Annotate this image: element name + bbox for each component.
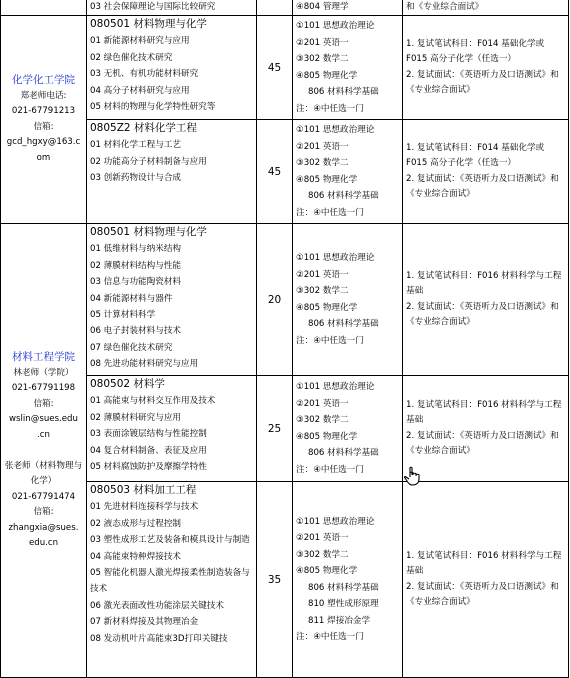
research-direction: 01 高能束与材料交互作用及技术 <box>90 396 216 407</box>
quota-value: 25 <box>267 422 282 435</box>
research-direction: 02 薄膜材料结构与性能 <box>90 260 182 271</box>
remark-line: 1. 复试笔试科目：F016 材料科学与工程基础 <box>406 270 562 297</box>
table-row <box>1 120 569 224</box>
exam-subject: 806 材料科学基础 <box>308 319 379 330</box>
college-contact-line: 林老师（学院） <box>13 367 74 378</box>
exam-subject: 810 塑性成形原理 <box>308 599 379 610</box>
exam-subject: ④805 物理化学 <box>296 431 358 442</box>
research-direction: 01 先进材料连接科学与技术 <box>90 502 199 513</box>
college-name: 材料工程学院 <box>12 351 75 364</box>
quota-cell <box>257 224 293 376</box>
remark-line: 1. 复试笔试科目：F016 材料科学与工程基础 <box>406 550 562 577</box>
research-direction: 03 创新药物设计与合成 <box>90 173 182 184</box>
hand-cursor-icon <box>404 466 422 486</box>
table-row-top <box>1 0 569 16</box>
college-cell <box>1 16 87 224</box>
top-quota-cell <box>257 0 293 16</box>
quota-cell <box>257 376 293 482</box>
research-direction: 03 信息与功能陶瓷材料 <box>90 277 182 288</box>
exam-subjects-cell <box>293 482 403 678</box>
quota-value: 20 <box>267 293 282 306</box>
quota-cell <box>257 120 293 224</box>
exam-subject: 注：④中任选一门 <box>296 103 364 114</box>
remark-line: 1. 复试笔试科目：F014 基础化学或F015 高分子化学（任选一） <box>406 38 545 65</box>
college-contact-line: 021-67791213 <box>11 106 76 117</box>
exam-subject: 811 焊接冶金学 <box>308 615 371 626</box>
exam-subject: ②201 英语一 <box>296 37 349 48</box>
remarks-cell <box>403 224 569 376</box>
exam-subject: ③302 数学二 <box>296 54 349 65</box>
research-direction: 02 功能高分子材料制备与应用 <box>90 156 207 167</box>
exam-subject: ②201 英语一 <box>296 141 349 152</box>
remark-line: 2. 复试面试：《英语听力及口语测试》和《专业综合面试》 <box>406 301 559 328</box>
college-contact-line: 张老师（材料物理与化学） <box>4 460 83 487</box>
research-direction: 06 电子封装材料与技术 <box>90 326 182 337</box>
remarks-cell <box>403 16 569 120</box>
college-contact-line: 信箱: <box>33 398 54 409</box>
remark-line: 1. 复试笔试科目：F014 基础化学或F015 高分子化学（任选一） <box>406 142 545 169</box>
research-direction: 04 新能源材料与器件 <box>90 293 173 304</box>
exam-subject: ②201 英语一 <box>296 269 349 280</box>
exam-subjects-cell <box>293 224 403 376</box>
college-contact-line: edu.cn <box>28 538 59 549</box>
top-exam: ④804 管理学 <box>296 2 349 12</box>
college-cell <box>1 224 87 678</box>
college-contact-line: 郑老师电话: <box>20 90 67 101</box>
exam-subject: 注：④中任选一门 <box>296 207 364 218</box>
college-contact-line: gcd_hgxy@163.c <box>6 137 81 148</box>
major-directions-cell <box>87 16 257 120</box>
research-direction: 05 材料的物理与化学特性研究等 <box>90 102 216 113</box>
top-remark: 和《专业综合面试》 <box>406 2 484 12</box>
table-row <box>1 224 569 376</box>
top-direction: 03 社会保障理论与国际比较研究 <box>90 2 216 12</box>
top-remark-cell <box>403 0 569 16</box>
remark-line: 2. 复试面试：《英语听力及口语测试》和《专业综合面试》 <box>406 430 559 457</box>
quota-value: 45 <box>267 165 282 178</box>
research-direction: 05 材料腐蚀防护及摩擦学特性 <box>90 462 207 473</box>
exam-subject: ④805 物理化学 <box>296 174 358 185</box>
major-directions-cell <box>87 120 257 224</box>
research-direction: 08 先进功能材料研究与应用 <box>90 359 199 370</box>
research-direction: 08 发动机叶片高能束3D打印关键技 <box>90 633 228 644</box>
exam-subject: 注：④中任选一门 <box>296 335 364 346</box>
quota-cell <box>257 16 293 120</box>
exam-subjects-cell <box>293 120 403 224</box>
research-direction: 04 高分子材料研究与应用 <box>90 85 190 96</box>
quota-value: 45 <box>267 61 282 74</box>
quota-value: 35 <box>267 573 282 586</box>
exam-subject: ③302 数学二 <box>296 549 349 560</box>
exam-subject: 806 材料科学基础 <box>308 448 379 459</box>
research-direction: 01 新能源材料研究与应用 <box>90 36 190 47</box>
exam-subject: ③302 数学二 <box>296 415 349 426</box>
research-direction: 03 塑性成形工艺及装备和模具设计与制造 <box>90 535 250 546</box>
exam-subject: ④805 物理化学 <box>296 302 358 313</box>
research-direction: 03 表面涂镀层结构与性能控制 <box>90 429 207 440</box>
research-direction: 01 低维材料与纳米结构 <box>90 244 182 255</box>
college-contact-line: om <box>36 152 51 163</box>
research-direction: 03 无机、有机功能材料研究 <box>90 69 199 80</box>
college-contact-line: 信箱: <box>33 507 54 518</box>
exam-subject: 806 材料科学基础 <box>308 582 379 593</box>
major-title: 0805Z2 材料化学工程 <box>90 122 197 135</box>
research-direction: 04 高能束特种焊接技术 <box>90 551 182 562</box>
research-direction: 02 薄膜材料研究与应用 <box>90 412 182 423</box>
exam-subject: 806 材料科学基础 <box>308 191 379 202</box>
remarks-cell <box>403 120 569 224</box>
research-direction: 02 液态成形与过程控制 <box>90 518 182 529</box>
major-title: 080501 材料物理与化学 <box>90 226 207 239</box>
remarks-cell <box>403 376 569 482</box>
research-direction: 05 计算材料科学 <box>90 310 156 321</box>
research-direction: 05 智能化机器人激光焊接柔性制造装备与技术 <box>90 568 250 595</box>
college-contact-line: 信箱: <box>33 121 54 132</box>
exam-subject: ②201 英语一 <box>296 398 349 409</box>
exam-subject: 806 材料科学基础 <box>308 87 379 98</box>
exam-subject: ①101 思想政治理论 <box>296 125 375 136</box>
table-row <box>1 376 569 482</box>
table-row <box>1 482 569 678</box>
remark-line: 2. 复试面试：《英语听力及口语测试》和《专业综合面试》 <box>406 69 559 96</box>
college-contact-line: .cn <box>37 429 50 440</box>
major-directions-cell <box>87 376 257 482</box>
exam-subject: ①101 思想政治理论 <box>296 21 375 32</box>
college-name: 化学化工学院 <box>12 74 75 87</box>
major-directions-cell <box>87 224 257 376</box>
remark-line: 2. 复试面试：《英语听力及口语测试》和《专业综合面试》 <box>406 173 559 200</box>
college-contact-line: 021-67791198 <box>11 383 76 394</box>
exam-subject: ①101 思想政治理论 <box>296 516 375 527</box>
exam-subject: ①101 思想政治理论 <box>296 382 375 393</box>
quota-cell <box>257 482 293 678</box>
exam-subjects-cell <box>293 16 403 120</box>
exam-subject: ②201 英语一 <box>296 533 349 544</box>
remark-line: 2. 复试面试：《英语听力及口语测试》和《专业综合面试》 <box>406 581 559 608</box>
exam-subject: ③302 数学二 <box>296 158 349 169</box>
college-contact-line <box>4 443 83 459</box>
exam-subject: ④805 物理化学 <box>296 70 358 81</box>
exam-subject: 注：④中任选一门 <box>296 632 364 643</box>
exam-subject: 注：④中任选一门 <box>296 464 364 475</box>
major-title: 080503 材料加工工程 <box>90 484 197 497</box>
research-direction: 07 绿色催化技术研究 <box>90 342 173 353</box>
research-direction: 02 绿色催化技术研究 <box>90 52 173 63</box>
remark-line: 1. 复试笔试科目：F016 材料科学与工程基础 <box>406 399 562 426</box>
exam-subjects-cell <box>293 376 403 482</box>
major-title: 080502 材料学 <box>90 378 165 391</box>
table-row <box>1 16 569 120</box>
research-direction: 04 复合材料制备、表征及应用 <box>90 445 207 456</box>
college-contact-line: wslin@sues.edu <box>9 414 78 425</box>
college-contact-line: zhangxia@sues. <box>8 522 79 533</box>
top-exam-cell <box>293 0 403 16</box>
major-title: 080501 材料物理与化学 <box>90 18 207 31</box>
top-direction-cell <box>87 0 257 16</box>
top-college-cell <box>1 0 87 16</box>
exam-subject: ①101 思想政治理论 <box>296 253 375 264</box>
major-directions-cell <box>87 482 257 678</box>
research-direction: 01 材料化学工程与工艺 <box>90 140 182 151</box>
remarks-cell <box>403 482 569 678</box>
research-direction: 07 新材料焊接及其物理冶金 <box>90 617 199 628</box>
exam-subject: ③302 数学二 <box>296 286 349 297</box>
college-contact-line: 021-67791474 <box>11 491 76 502</box>
exam-subject: ④805 物理化学 <box>296 566 358 577</box>
research-direction: 06 激光表面改性功能涂层关键技术 <box>90 600 224 611</box>
